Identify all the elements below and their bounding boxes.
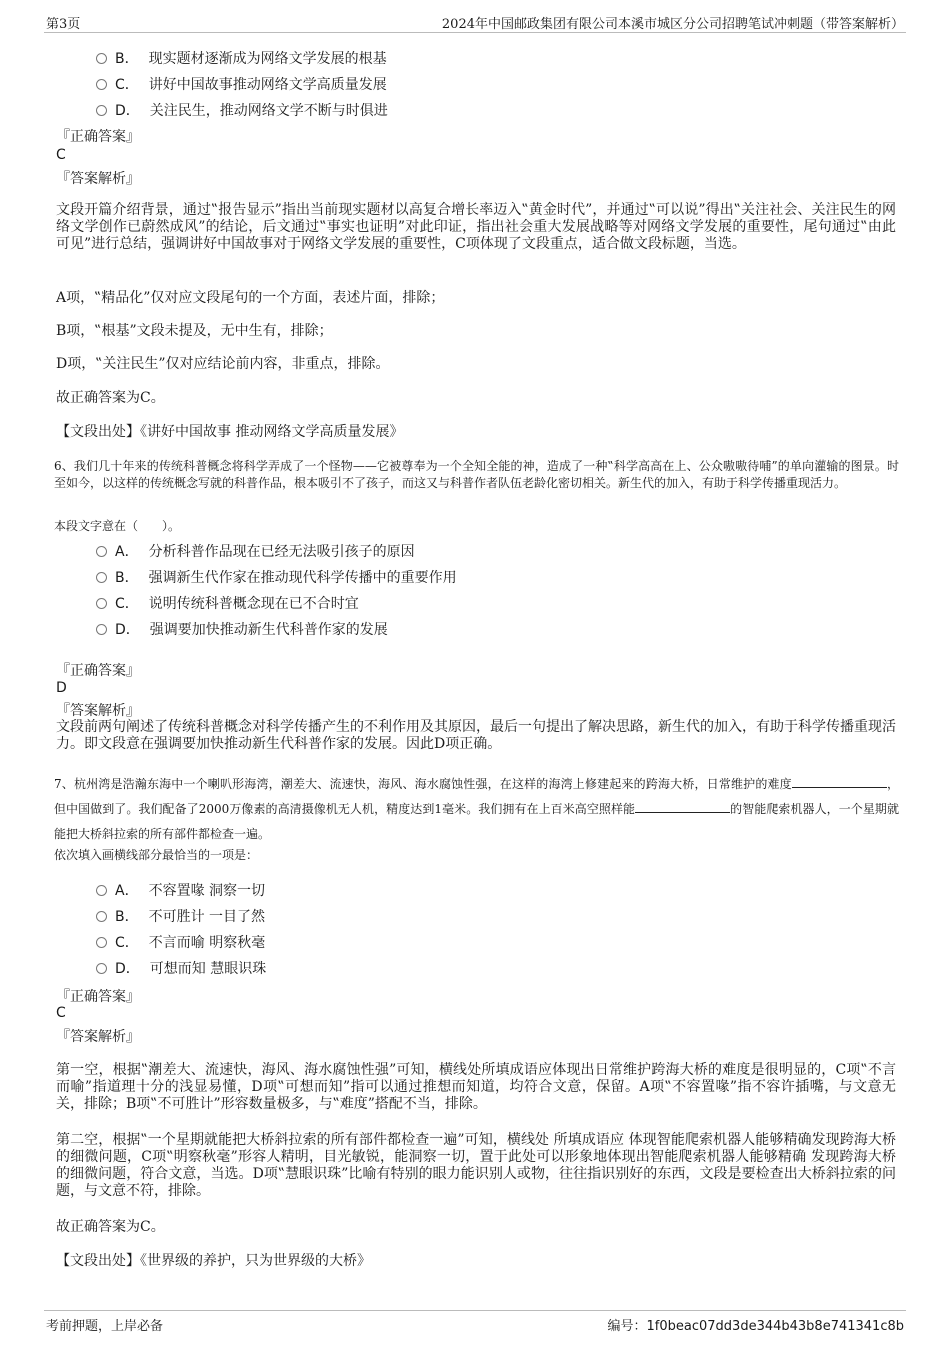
q5-source: 【文段出处】《讲好中国故事 推动网络文学高质量发展》 <box>56 424 404 440</box>
radio-icon[interactable] <box>96 598 107 609</box>
radio-icon[interactable] <box>96 937 107 948</box>
radio-icon[interactable] <box>96 79 107 90</box>
radio-icon[interactable] <box>96 546 107 557</box>
q5-analysis-a: A项，‟精品化”仅对应文段尾句的一个方面，表述片面，排除； <box>56 290 445 306</box>
q6-option-a[interactable]: A． 分析科普作品现在已经无法吸引孩子的原因 <box>96 541 415 561</box>
page-number: 第3页 <box>46 17 81 32</box>
radio-icon[interactable] <box>96 572 107 583</box>
fill-blank <box>792 776 887 788</box>
document-id: 编号：1f0beac07dd3de344b43b8e741341c8b <box>607 1319 904 1334</box>
q7-option-d[interactable]: D． 可想而知 慧眼识珠 <box>96 958 266 978</box>
document-title: 2024年中国邮政集团有限公司本溪市城区分公司招聘笔试冲刺题（带答案解析） <box>441 17 904 32</box>
q7-stem: 7、杭州湾是浩瀚东海中一个喇叭形海湾，潮差大、流速快，海风、海水腐蚀性强，在这样的海湾上修建起来的跨海大桥，日常维护的难度 ，但中国做到了。我们配备了2000万像素的高清摄像机无人机，精度达到1毫米。我们拥有在上百米高空照样能 的智能爬索机器人，一个星期就能把大桥斜拉索的所有部件都检查一遍。 <box>54 777 899 841</box>
q6-stem: 6、我们几十年来的传统科普概念将科学弄成了一个怪物——它被尊奉为一个全知全能的神，造成了一种‟科学高高在上、公众嗷嗷待哺”的单向灌输的图景。时至如今，以这样的传统概念写就的科普作品，根本吸引不了孩子，而这又与科普作者队伍老龄化密切相关。新生代的加入，有助于科学传播重现活力。 <box>54 459 899 490</box>
q7-option-c[interactable]: C． 不言而喻 明察秋毫 <box>96 932 265 952</box>
q6-analysis-label: 『答案解析』 <box>56 703 140 719</box>
fill-blank <box>635 801 730 813</box>
q7-source: 【文段出处】《世界级的养护，只为世界级的大桥》 <box>56 1253 371 1269</box>
radio-icon[interactable] <box>96 53 107 64</box>
q5-conclusion: 故正确答案为C。 <box>56 390 165 406</box>
q6-prompt: 本段文字意在（ ）。 <box>54 519 181 533</box>
q6-answer: D <box>56 680 67 696</box>
q7-analysis-first-blank: 第一空，根据‟潮差大、流速快，海风、海水腐蚀性强”可知，横线处所填成语应体现出日常维护跨海大桥的难度是很明显的，C项‟不言而喻”指道理十分的浅显易懂，D项‟可想而知”指可以通过推想而知道，均符合文意，保留。A项‟不容置喙”指不容许插嘴，与文意无关，排除；B项‟不可胜计”形容数量极多，与‟难度”搭配不当，排除。 <box>56 1062 896 1112</box>
footer-divider <box>44 1310 906 1311</box>
q7-analysis-second-blank: 第二空，根据‟一个星期就能把大桥斜拉索的所有部件都检查一遍”可知，横线处 所填成语应 体现智能爬索机器人能够精确发现跨海大桥的细微问题，C项‟明察秋毫”形容人精明，目光敏锐，能洞察一切，置于此处可以形象地体现出智能爬索机器人能够精确 发现跨海大桥的细微问题，符合文意，当选。D项‟慧眼识珠”比喻有特别的眼力能识别人或物，往往指识别好的东西，文段是要检查出大桥斜拉索的问题，与文意不符，排除。 <box>56 1132 896 1199</box>
q6-option-d[interactable]: D． 强调要加快推动新生代科普作家的发展 <box>96 619 388 639</box>
q7-prompt: 依次填入画横线部分最恰当的一项是： <box>54 848 259 862</box>
q5-option-c[interactable]: C． 讲好中国故事推动网络文学高质量发展 <box>96 74 387 94</box>
radio-icon[interactable] <box>96 911 107 922</box>
q6-option-b[interactable]: B． 强调新生代作家在推动现代科学传播中的重要作用 <box>96 567 457 587</box>
q7-answer-label: 『正确答案』 <box>56 989 140 1005</box>
radio-icon[interactable] <box>96 624 107 635</box>
q7-option-b[interactable]: B． 不可胜计 一目了然 <box>96 906 265 926</box>
q5-answer: C <box>56 147 66 163</box>
q5-analysis-label: 『答案解析』 <box>56 171 140 187</box>
q6-option-c[interactable]: C． 说明传统科普概念现在已不合时宜 <box>96 593 359 613</box>
q5-option-b[interactable]: B． 现实题材逐渐成为网络文学发展的根基 <box>96 48 387 68</box>
q6-analysis: 文段前两句阐述了传统科普概念对科学传播产生的不利作用及其原因，最后一句提出了解决思路，新生代的加入，有助于科学传播重现活力。即文段意在强调要加快推动新生代科普作家的发展。因此D项正确。 <box>56 719 896 752</box>
q7-conclusion: 故正确答案为C。 <box>56 1219 165 1235</box>
q5-option-d[interactable]: D． 关注民生，推动网络文学不断与时俱进 <box>96 100 388 120</box>
q7-analysis-label: 『答案解析』 <box>56 1029 140 1045</box>
q5-answer-label: 『正确答案』 <box>56 129 140 145</box>
radio-icon[interactable] <box>96 885 107 896</box>
q5-analysis-b: B项，‟根基”文段未提及，无中生有，排除； <box>56 323 333 339</box>
q5-analysis-d: D项，‟关注民生”仅对应结论前内容，非重点，排除。 <box>56 356 390 372</box>
q5-analysis-main: 文段开篇介绍背景，通过‟报告显示”指出当前现实题材以高复合增长率迈入‟黄金时代”，并通过‟可以说”得出‟关注社会、关注民生的网络文学创作已蔚然成风”的结论，后文通过‟事实也证明”对此印证，指出社会重大发展战略等对网络文学发展的重要性，尾句通过‟由此可见”进行总结，强调讲好中国故事对于网络文学发展的重要性，C项体现了文段重点，适合做文段标题，当选。 <box>56 202 896 252</box>
radio-icon[interactable] <box>96 105 107 116</box>
radio-icon[interactable] <box>96 963 107 974</box>
header-divider <box>44 32 906 33</box>
q6-answer-label: 『正确答案』 <box>56 663 140 679</box>
footer-slogan: 考前押题，上岸必备 <box>46 1319 164 1334</box>
q7-answer: C <box>56 1005 66 1021</box>
q7-option-a[interactable]: A． 不容置喙 洞察一切 <box>96 880 265 900</box>
